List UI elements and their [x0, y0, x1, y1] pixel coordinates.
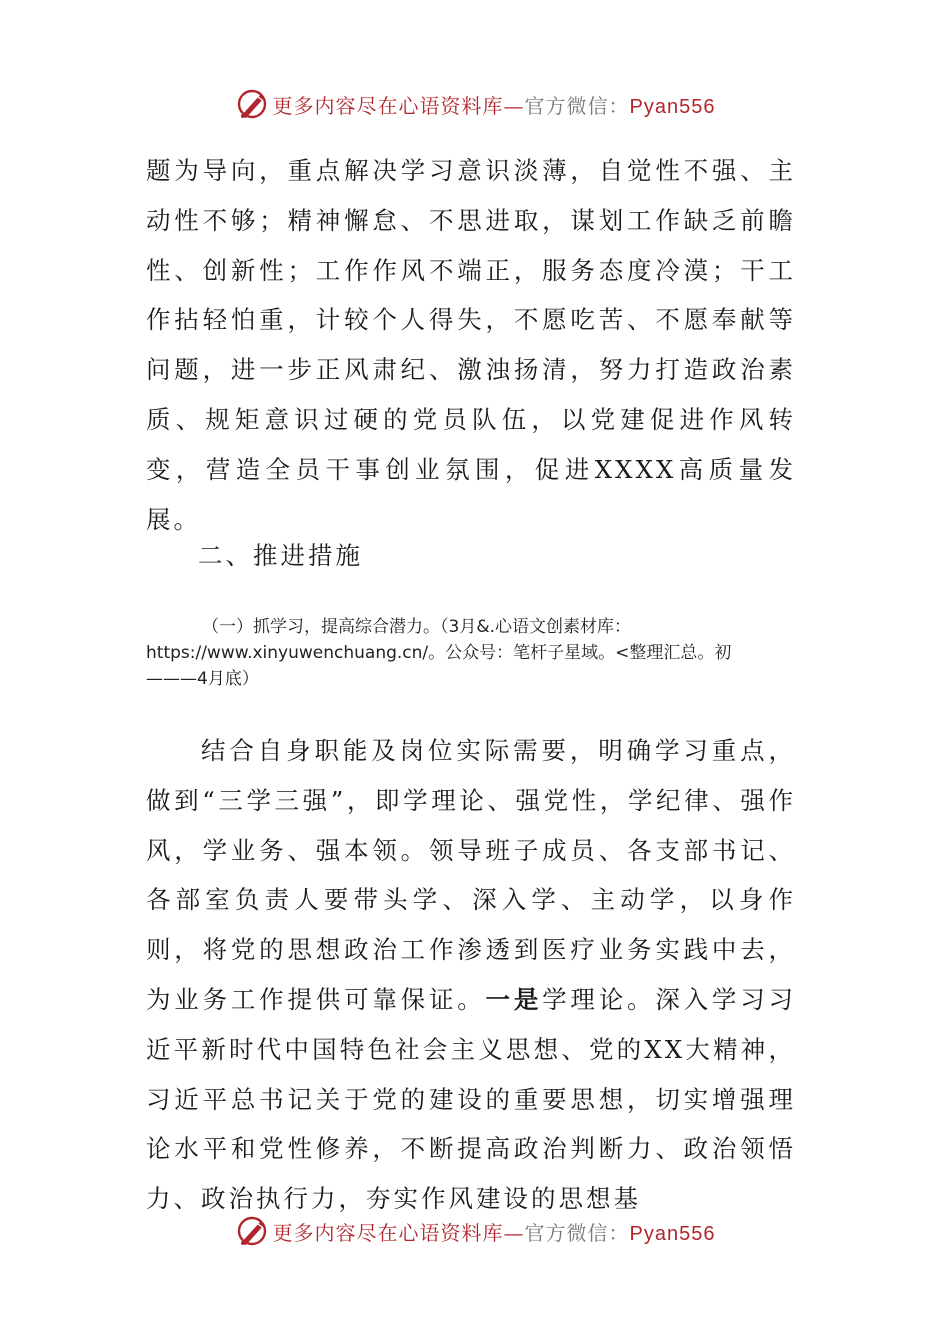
section-heading: 二、推进措施	[198, 541, 363, 570]
banner-account: Pyan556	[629, 1222, 716, 1245]
paragraph-intro: 题为导向，重点解决学习意识淡薄，自觉性不强、主动性不够；精神懈怠、不思进取，谋划工作缺乏前瞻性、创新性；工作作风不端正，服务态度冷漠；干工作拈轻怕重，计较个人得失，不愿吃苦、不愿奉献等问题，进一步正风肃纪、激浊扬清，努力打造政治素质、规矩意识过硬的党员队伍，以党建促进作风转变，营造全员干事创业氛围，促进XXXX高质量发展。	[146, 156, 796, 534]
banner-dash: —	[503, 1220, 525, 1245]
paragraph-study-part1: 结合自身职能及岗位实际需要，明确学习重点，做到“三学三强”，即学理论、强党性，学纪律、强作风，学业务、强本领。领导班子成员、各支部书记、各部室负责人要带头学、深入学、主动学，以身作则，将党的思想政治工作渗透到医疗业务实践中去，为业务工作提供可靠保证。	[146, 736, 796, 1014]
banner-official-label: 官方微信：	[524, 93, 630, 118]
subsection-note	[146, 614, 782, 692]
header-banner	[0, 84, 950, 124]
pen-logo-icon	[235, 1214, 269, 1248]
banner-official-label: 官方微信：	[524, 1220, 630, 1245]
banner-account: Pyan556	[629, 95, 716, 118]
pen-logo-icon	[235, 87, 269, 121]
banner-dash: —	[503, 93, 525, 118]
footer-banner	[0, 1211, 950, 1251]
paragraph-study	[146, 726, 796, 1224]
paragraph-study-part2: 学理论。深入学习习近平新时代中国特色社会主义思想、党的XX大精神，习近平总书记关于党的建设的重要思想，切实增强理论水平和党性修养，不断提高政治判断力、政治领悟力、政治执行力，夯实作风建设的思想基	[146, 984, 797, 1214]
banner-text	[273, 90, 716, 119]
banner-main-text: 更多内容尽在心语资料库	[272, 93, 504, 118]
subsection-note-text: （一）抓学习，提高综合潜力。（3月&.心语文创素材库：https://www.xinyuwenchuang.cn/。公众号：笔杆子星域。<整理汇总。初———4月底）	[146, 617, 732, 689]
banner-main-text: 更多内容尽在心语资料库	[272, 1220, 504, 1245]
emphasis-first: 一是	[485, 984, 543, 1014]
banner-text	[273, 1217, 716, 1246]
